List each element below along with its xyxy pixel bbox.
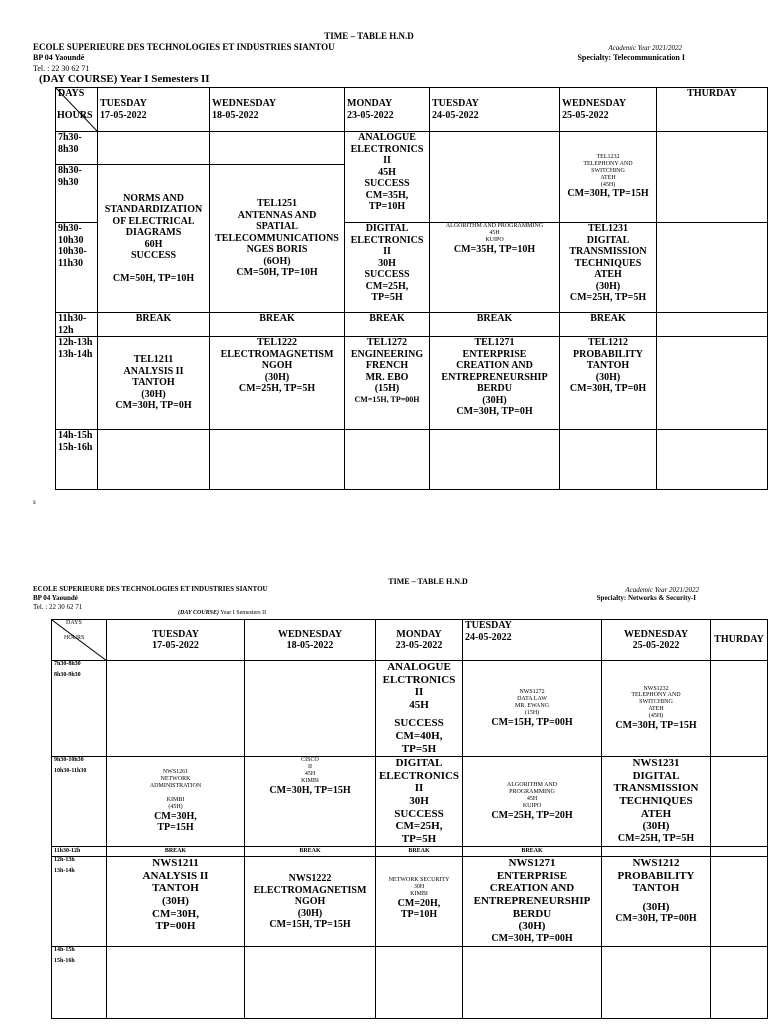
t2-network-security: NETWORK SECURITY 30H KIMBI CM=20H, TP=10H <box>376 857 463 947</box>
t2-break-row <box>52 847 768 857</box>
t1-empty-cell <box>657 223 768 313</box>
t1-corner-cell <box>56 88 98 132</box>
t2-empty-cell <box>107 661 245 757</box>
t1-empty-cell <box>98 430 210 490</box>
t2-telephony-switching: NWS1232 TELEPHONY AND SWITCHING ATEH (45H) CM=30H, TP=15H <box>602 661 711 757</box>
t2-cisco: CISCO II 45H KIMBI CM=30H, TP=15H <box>245 757 376 847</box>
t2-specialty: Specialty: Networks & Security-I <box>596 594 696 602</box>
t1-hour-cell: 9h30- 10h30 10h30- 11h30 <box>56 223 98 313</box>
t1-digital-electronics: DIGITAL ELECTRONICS II 30H SUCCESS CM=25H, TP=5H <box>345 223 430 313</box>
t2-digital-transmission: NWS1231 DIGITAL TRANSMISSION TECHNIQUES ATEH (30H) CM=25H, TP=5H <box>602 757 711 847</box>
t2-hour-cell: 12h-13h 13h-14h <box>52 857 107 947</box>
t1-empty-cell <box>657 337 768 430</box>
t2-corner-cell <box>52 620 107 661</box>
t2-academic-year: Academic Year 2021/2022 <box>625 586 699 594</box>
t1-break-cell: BREAK <box>210 313 345 337</box>
t2-empty-cell <box>107 947 245 1019</box>
t2-algorithm-programming: ALGORITHM AND PROGRAMMING 45H KUIPO CM=25H, TP=20H <box>463 757 602 847</box>
t1-hour-cell: 12h-13h 13h-14h <box>56 337 98 430</box>
t2-header-day: WEDNESDAY 18-05-2022 <box>245 620 376 661</box>
t1-empty-cell <box>657 313 768 337</box>
t1-header-day: MONDAY 23-05-2022 <box>345 88 430 132</box>
t1-empty-cell <box>210 430 345 490</box>
t1-days-label: DAYS <box>58 88 85 99</box>
t2-empty-cell <box>245 661 376 757</box>
t2-empty-cell <box>463 947 602 1019</box>
t1-analysis: TEL1211 ANALYSIS II TANTOH (30H) CM=30H, TP=0H <box>98 337 210 430</box>
t2-school-name: ECOLE SUPERIEURE DES TECHNOLOGIES ET INDUSTRIES SIANTOU <box>33 585 268 593</box>
t2-break-cell: BREAK <box>245 847 376 857</box>
t2-timetable <box>51 619 768 1019</box>
t1-header-day: WEDNESDAY 18-05-2022 <box>210 88 345 132</box>
t2-empty-cell <box>245 947 376 1019</box>
t1-norms-standardization: NORMS AND STANDARDIZATION OF ELECTRICAL DIAGRAMS 60H SUCCESS CM=50H, TP=10H <box>98 165 210 313</box>
t2-bp: BP 04 Yaoundé <box>33 594 78 602</box>
t2-header-day: TUESDAY 24-05-2022 <box>463 620 602 661</box>
t2-digital-electronics: DIGITAL ELECTRONICS II 30H SUCCESS CM=25H, TP=5H <box>376 757 463 847</box>
t1-bp: BP 04 Yaoundé <box>33 53 85 62</box>
t2-empty-cell <box>711 847 768 857</box>
t2-analogue-electronics: ANALOGUE ELCTRONICS II 45H SUCCESS CM=40H, TP=5H <box>376 661 463 757</box>
t1-empty-cell <box>657 132 768 223</box>
t2-enterprise-creation: NWS1271 ENTERPRISE CREATION AND ENTREPRENEURSHIP BERDU (30H) CM=30H, TP=00H <box>463 857 602 947</box>
t1-break-row <box>56 313 768 337</box>
t2-analysis: NWS1211 ANALYSIS II TANTOH (30H) CM=30H, TP=00H <box>107 857 245 947</box>
t2-header-row <box>52 620 768 661</box>
t1-electromagnetism: TEL1222 ELECTROMAGNETISM NGOH (30H) CM=25H, TP=5H <box>210 337 345 430</box>
t1-enterprise-creation: TEL1271 ENTERPRISE CREATION AND ENTREPRENEURSHIP BERDU (30H) CM=30H, TP=0H <box>430 337 560 430</box>
t1-hours-label: HOURS <box>57 110 93 121</box>
t1-engineering-french: TEL1272 ENGINEERING FRENCH MR. EBO (15H) CM=15H, TP=00H <box>345 337 430 430</box>
t1-hour-cell: 7h30- 8h30 <box>56 132 98 165</box>
t1-hour-cell: 11h30- 12h <box>56 313 98 337</box>
t2-break-cell: BREAK <box>107 847 245 857</box>
t1-digital-transmission: TEL1231 DIGITAL TRANSMISSION TECHNIQUES ATEH (30H) CM=25H, TP=5H <box>560 223 657 313</box>
t2-empty-cell <box>602 847 711 857</box>
t2-hour-cell: 11h30-12h <box>52 847 107 857</box>
t1-break-cell: BREAK <box>98 313 210 337</box>
t1-academic-year: Academic Year 2021/2022 <box>608 44 682 52</box>
t1-empty-cell <box>345 430 430 490</box>
t1-empty-cell <box>657 430 768 490</box>
t2-header-day: TUESDAY 17-05-2022 <box>107 620 245 661</box>
t1-header-day: THURDAY <box>657 88 768 132</box>
t1-header-day: WEDNESDAY 25-05-2022 <box>560 88 657 132</box>
t2-empty-cell <box>376 947 463 1019</box>
t1-break-cell: BREAK <box>430 313 560 337</box>
t1-title: TIME – TABLE H.N.D <box>324 31 414 41</box>
t2-tel: Tel. : 22 30 62 71 <box>33 603 83 611</box>
t1-analogue-electronics: ANALOGUE ELECTRONICS II 45H SUCCESS CM=35H, TP=10H <box>345 132 430 223</box>
t1-school-name: ECOLE SUPERIEURE DES TECHNOLOGIES ET INDUSTRIES SIANTOU <box>33 42 335 52</box>
t1-course-line: (DAY COURSE) Year I Semesters II <box>39 73 210 85</box>
t2-days-label: DAYS <box>66 620 82 626</box>
t2-hour-cell: 7h30-8h30 8h30-9h30 <box>52 661 107 757</box>
t2-header-day: WEDNESDAY 25-05-2022 <box>602 620 711 661</box>
t1-probability: TEL1212 PROBABILITY TANTOH (30H) CM=30H, TP=0H <box>560 337 657 430</box>
t1-algorithm-programming: ALGORITHM AND PROGRAMMING 45H KUIPO CM=35H, TP=10H <box>430 223 560 313</box>
t1-empty-cell <box>430 132 560 223</box>
t2-break-cell: BREAK <box>463 847 602 857</box>
t2-electromagnetism: NWS1222 ELECTROMAGNETISM NGOH (30H) CM=15H, TP=15H <box>245 857 376 947</box>
t1-empty-cell <box>210 132 345 165</box>
t2-empty-cell <box>711 857 768 947</box>
t1-empty-cell <box>560 430 657 490</box>
t2-title: TIME – TABLE H.N.D <box>388 577 468 586</box>
t1-hour-cell: 8h30- 9h30 <box>56 165 98 223</box>
t1-telephony-switching: TEL1232 TELEPHONY AND SWITCHING ATEH (45H) CM=30H, TP=15H <box>560 132 657 223</box>
t1-header-day: TUESDAY 17-05-2022 <box>98 88 210 132</box>
t1-antennas-telecom: TEL1251 ANTENNAS AND SPATIAL TELECOMMUNICATIONS NGES BORIS (6OH) CM=50H, TP=10H <box>210 165 345 313</box>
t1-header-row <box>56 88 768 132</box>
t2-empty-cell <box>711 661 768 757</box>
t2-course-line: (DAY COURSE) Year I Semesters II <box>178 610 267 616</box>
t2-empty-cell <box>711 757 768 847</box>
t1-header-day: TUESDAY 24-05-2022 <box>430 88 560 132</box>
t2-header-day: THURDAY <box>711 620 768 661</box>
t2-network-administration: NWS1261 NETWORK ADMINISTRATION KIMBI (45H) CM=30H, TP=15H <box>107 757 245 847</box>
page-marker: s <box>33 498 36 506</box>
t1-specialty: Specialty: Telecommunication I <box>577 53 685 62</box>
t2-data-law: NWS1272 DATA LAW MR. EWANG (15H) CM=15H, TP=00H <box>463 661 602 757</box>
t2-hour-cell: 9h30-10h30 10h30-11h30 <box>52 757 107 847</box>
t1-hour-cell: 14h-15h 15h-16h <box>56 430 98 490</box>
t2-hours-label: HOURS <box>64 635 85 641</box>
t2-header-day: MONDAY 23-05-2022 <box>376 620 463 661</box>
t1-empty-cell <box>430 430 560 490</box>
t1-break-cell: BREAK <box>560 313 657 337</box>
t1-empty-cell <box>98 132 210 165</box>
t2-hour-cell: 14h-15h 15h-16h <box>52 947 107 1019</box>
t1-timetable <box>55 87 768 490</box>
t2-empty-cell <box>602 947 711 1019</box>
t1-tel: Tel. : 22 30 62 71 <box>33 64 90 73</box>
t2-empty-cell <box>711 947 768 1019</box>
t1-break-cell: BREAK <box>345 313 430 337</box>
t2-break-cell: BREAK <box>376 847 463 857</box>
t2-probability: NWS1212 PROBABILITY TANTOH (30H) CM=30H, TP=00H <box>602 857 711 947</box>
